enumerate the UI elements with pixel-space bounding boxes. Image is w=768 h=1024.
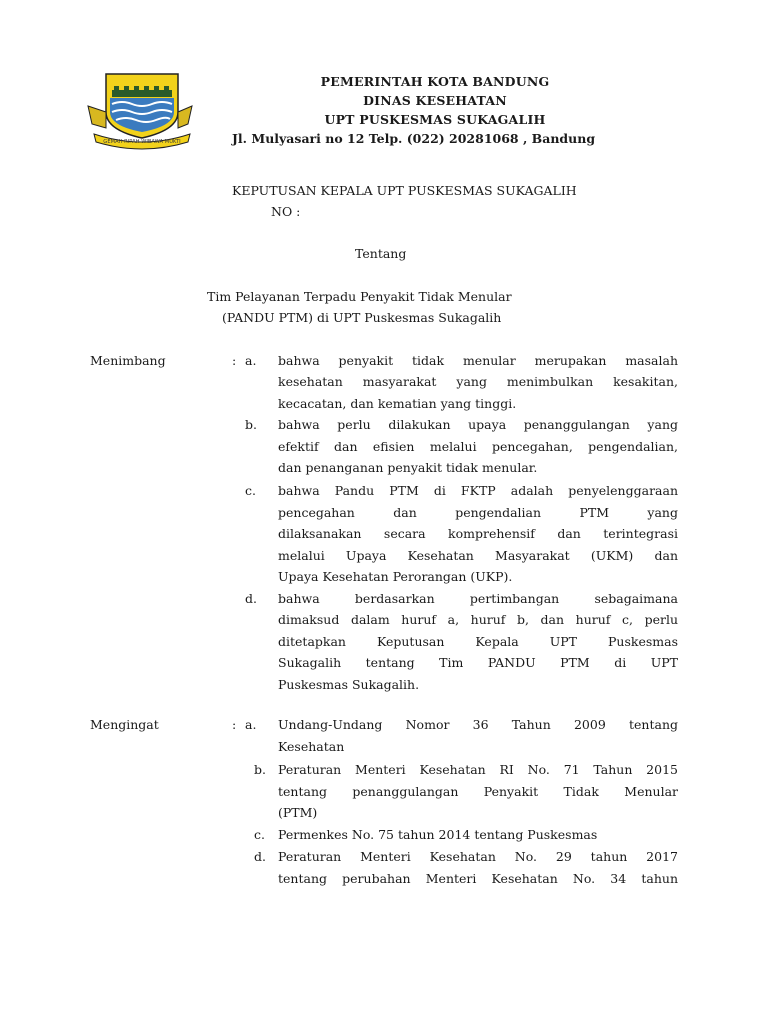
decree-number: NO :	[271, 204, 301, 219]
mengingat-item-b-line-1: Peraturan Menteri Kesehatan RI No. 71 Tahun 2015	[278, 762, 678, 777]
menimbang-item-c-line-1: bahwa Pandu PTM di FKTP adalah penyelenggaraan	[278, 483, 678, 498]
mengingat-item-d-line-2: tentang perubahan Menteri Kesehatan No. 34 tahun	[278, 871, 678, 886]
mengingat-item-d-letter: d.	[254, 849, 266, 864]
menimbang-item-d-letter: d.	[245, 591, 257, 606]
menimbang-item-b-line-2: efektif dan efisien melalui pencegahan, pengendalian,	[278, 439, 678, 454]
decree-about: Tentang	[355, 246, 407, 261]
menimbang-item-a-letter: a.	[245, 353, 257, 368]
decree-subject-line-1: Tim Pelayanan Terpadu Penyakit Tidak Menular	[207, 289, 512, 304]
decree-title: KEPUTUSAN KEPALA UPT PUSKESMAS SUKAGALIH	[232, 183, 577, 198]
menimbang-item-b-line-1: bahwa perlu dilakukan upaya penanggulangan yang	[278, 417, 678, 432]
mengingat-item-b-line-3: (PTM)	[278, 805, 318, 820]
menimbang-item-b-line-3: dan penanganan penyakit tidak menular.	[278, 460, 538, 475]
menimbang-item-c-line-4: melalui Upaya Kesehatan Masyarakat (UKM) dan	[278, 548, 678, 563]
menimbang-item-a-line-3: kecacatan, dan kematian yang tinggi.	[278, 396, 517, 411]
mengingat-item-a-letter: a.	[245, 717, 257, 732]
mengingat-item-b-line-2: tentang penanggulangan Penyakit Tidak Menular	[278, 784, 678, 799]
department-name: DINAS KESEHATAN	[363, 93, 507, 108]
mengingat-item-c-letter: c.	[254, 827, 265, 842]
mengingat-item-b-letter: b.	[254, 762, 266, 777]
menimbang-item-b-letter: b.	[245, 417, 257, 432]
menimbang-item-d-line-1: bahwa berdasarkan pertimbangan sebagaimana	[278, 591, 678, 606]
decree-subject-line-2: (PANDU PTM) di UPT Puskesmas Sukagalih	[222, 310, 502, 325]
menimbang-colon: :	[232, 353, 237, 368]
mengingat-item-d-line-1: Peraturan Menteri Kesehatan No. 29 tahun 2017	[278, 849, 678, 864]
city-emblem-logo	[84, 72, 196, 150]
menimbang-item-c-line-2: pencegahan dan pengendalian PTM yang	[278, 505, 678, 520]
menimbang-item-d-line-4: Sukagalih tentang Tim PANDU PTM di UPT	[278, 655, 678, 670]
mengingat-item-a-line-1: Undang-Undang Nomor 36 Tahun 2009 tentang	[278, 717, 678, 732]
menimbang-item-d-line-5: Puskesmas Sukagalih.	[278, 677, 420, 692]
menimbang-item-a-line-1: bahwa penyakit tidak menular merupakan masalah	[278, 353, 678, 368]
mengingat-label: Mengingat	[90, 717, 159, 732]
letterhead	[200, 72, 670, 148]
menimbang-item-c-letter: c.	[245, 483, 256, 498]
clinic-name: UPT PUSKESMAS SUKAGALIH	[324, 112, 546, 127]
logo-motto-text: GEMAH RIPAH WIBAWA MUKTI	[103, 139, 181, 145]
mengingat-item-a-line-2: Kesehatan	[278, 739, 345, 754]
menimbang-item-d-line-3: ditetapkan Keputusan Kepala UPT Puskesmas	[278, 634, 678, 649]
mengingat-item-c-line-1: Permenkes No. 75 tahun 2014 tentang Puskesmas	[278, 827, 598, 842]
menimbang-item-c-line-5: Upaya Kesehatan Perorangan (UKP).	[278, 569, 513, 584]
menimbang-item-a-line-2: kesehatan masyarakat yang menimbulkan kesakitan,	[278, 374, 678, 389]
government-name: PEMERINTAH KOTA BANDUNG	[320, 74, 550, 89]
menimbang-item-d-line-2: dimaksud dalam huruf a, huruf b, dan huruf c, perlu	[278, 612, 678, 627]
menimbang-item-c-line-3: dilaksanakan secara komprehensif dan terintegrasi	[278, 526, 678, 541]
menimbang-label: Menimbang	[90, 353, 166, 368]
clinic-address: Jl. Mulyasari no 12 Telp. (022) 20281068 , Bandung	[232, 131, 596, 146]
mengingat-colon: :	[232, 717, 237, 732]
